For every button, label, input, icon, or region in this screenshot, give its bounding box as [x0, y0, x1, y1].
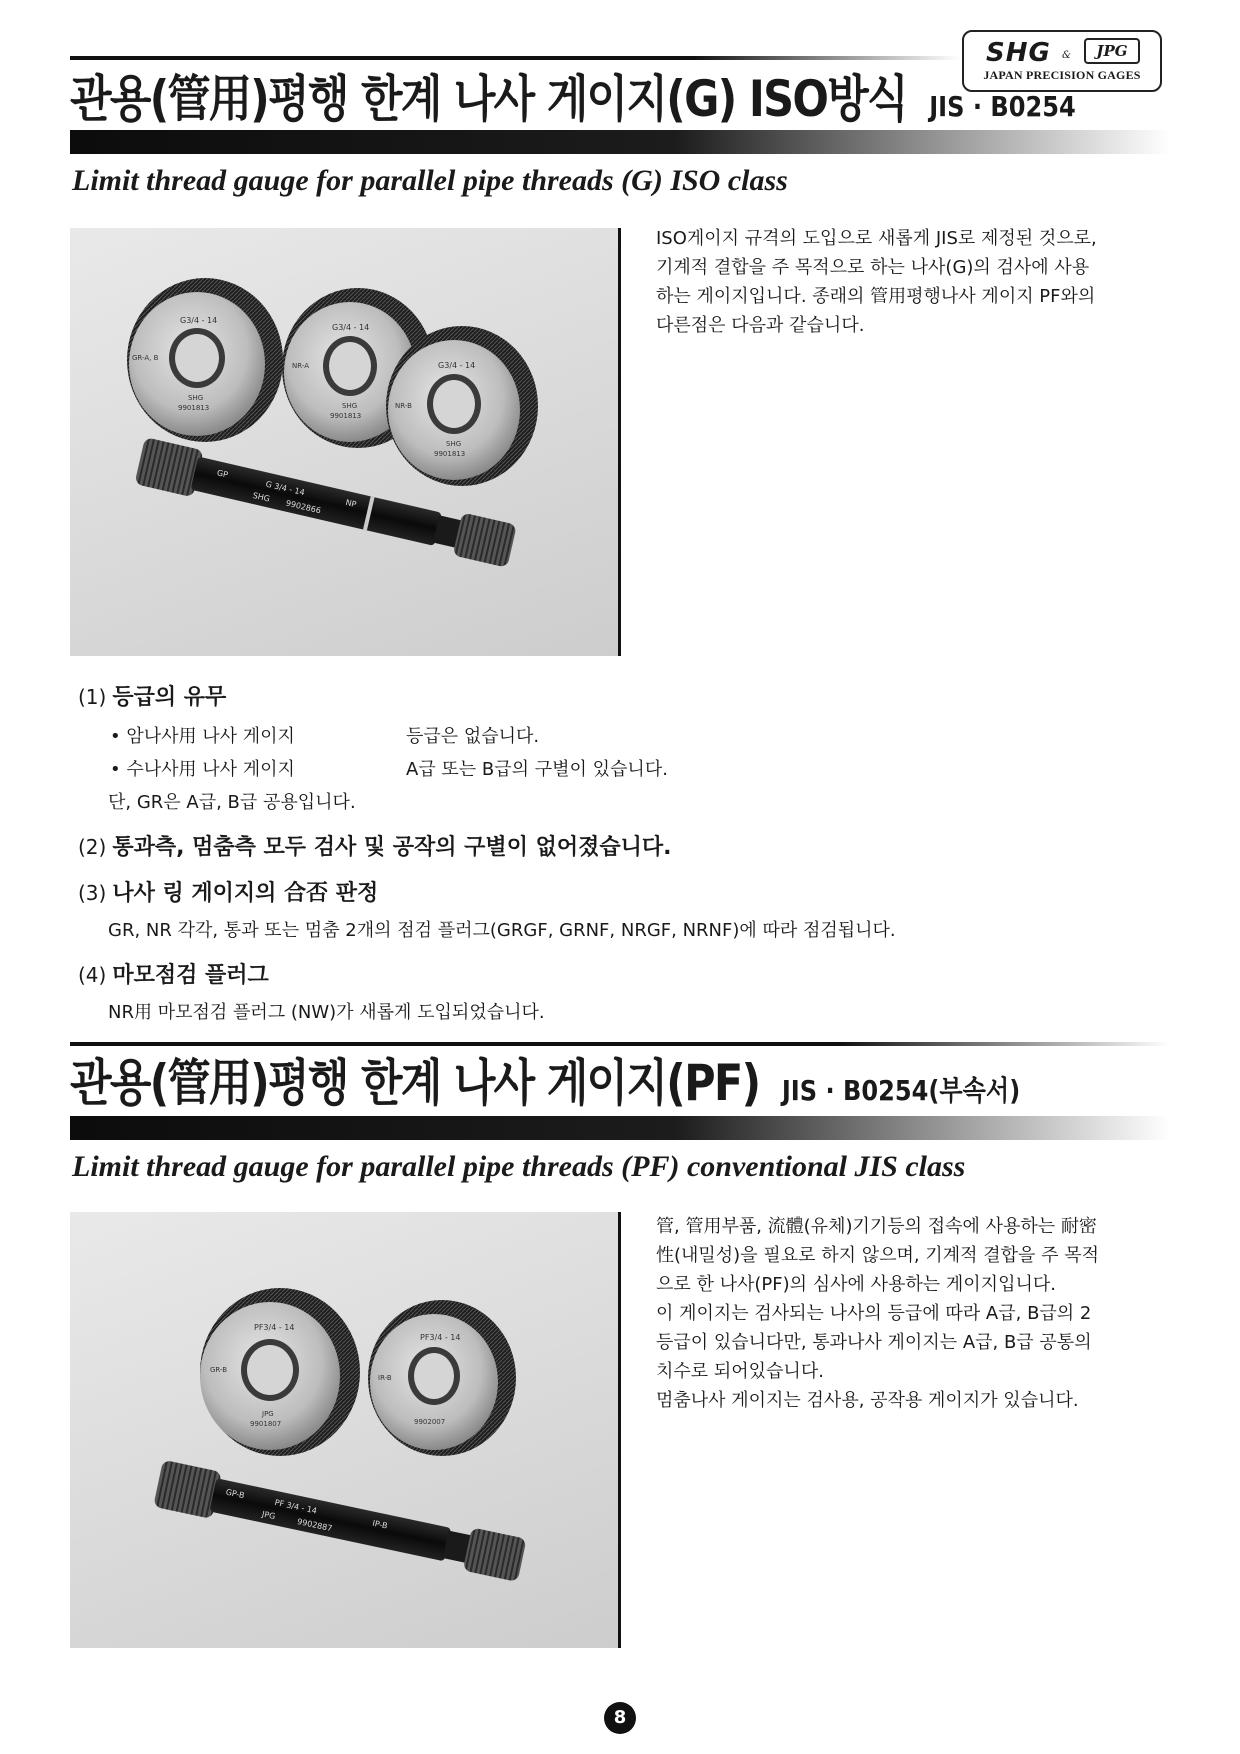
- ring2-size-label: PF3/4 - 14: [420, 1333, 461, 1342]
- section2-gauge-illustration: [70, 1212, 618, 1648]
- item4-title: 마모점검 플러그: [112, 963, 269, 988]
- item1-row1-left: • 암나사用 나사 게이지: [110, 726, 295, 747]
- item2-heading: [78, 830, 671, 861]
- ring1-mark-label: SHG: [188, 394, 204, 402]
- jpg-logo-mark: JPG: [1084, 38, 1140, 64]
- ring1-size-label: G3/4 - 14: [180, 316, 218, 325]
- section1-title-band: [70, 130, 1170, 154]
- section2-description-line: 등급이 있습니다만, 통과나사 게이지는 A급, B급 공통의: [656, 1332, 1092, 1353]
- ring3-size-label: G3/4 - 14: [438, 361, 476, 370]
- section2-title-text: 관용(管用)평행 한계 나사 게이지(PF): [70, 1054, 760, 1112]
- section2-top-rule: [70, 1042, 1170, 1046]
- section1-description-line: 기계적 결합을 주 목적으로 하는 나사(G)의 검사에 사용: [656, 257, 1090, 278]
- ring3-mark-label: SHG: [446, 440, 462, 448]
- section1-top-rule: [70, 56, 960, 60]
- ring2-serial-label: 9901813: [330, 412, 362, 420]
- section1-description: [656, 224, 1148, 340]
- plug-nogo-label: IP-B: [371, 1518, 389, 1531]
- ring1-mark-label: JPG: [262, 1410, 274, 1418]
- item3-heading: [78, 876, 378, 907]
- plug-size-label: G 3/4 - 14: [264, 479, 306, 498]
- section2-description-line: 이 게이지는 검사되는 나사의 등급에 따라 A급, B급의 2: [656, 1303, 1092, 1324]
- section1-title-text: 관용(管用)평행 한계 나사 게이지(G) ISO방식: [70, 70, 907, 128]
- ring-gauge-nr-b: [386, 326, 538, 486]
- item2-title: 통과측, 멈춤측 모두 검사 및 공작의 구별이 없어졌습니다.: [112, 835, 672, 860]
- item1-row2-left: • 수나사用 나사 게이지: [110, 759, 295, 780]
- logo-subtitle: JAPAN PRECISION GAGES: [983, 68, 1141, 82]
- section2-title-band: [70, 1116, 1170, 1140]
- ring-gauge-gr: [127, 278, 283, 442]
- section1-description-line: 다른점은 다음과 같습니다.: [656, 315, 865, 336]
- ring3-code-label: NR-B: [395, 402, 412, 410]
- section2-standard: JIS · B0254(부속서): [781, 1074, 1021, 1107]
- item1-row1-right: 등급은 없습니다.: [406, 726, 540, 747]
- section2-description-line: 멈춤나사 게이지는 검사용, 공작용 게이지가 있습니다.: [656, 1390, 1079, 1411]
- plug-mark-label: JPG: [261, 1509, 277, 1522]
- item3-number: (3): [78, 881, 107, 905]
- section1-standard: JIS · B0254: [929, 90, 1076, 123]
- plug-gauge-gp-b-ip-b: [153, 1460, 527, 1584]
- section2-description-line: 性(내밀성)을 필요로 하지 않으며, 기계적 결합을 주 목적: [656, 1245, 1099, 1266]
- page-number: 8: [604, 1702, 636, 1734]
- plug-nogo-label: NP: [344, 497, 358, 510]
- ring1-code-label: GR-B: [210, 1366, 228, 1374]
- section1-subtitle: Limit thread gauge for parallel pipe threads (G) ISO class: [72, 164, 788, 197]
- ring-gauge-ir-b: [368, 1300, 516, 1456]
- section2-description-line: 管, 管用부품, 流體(유체)기기등의 접속에 사용하는 耐密: [656, 1216, 1097, 1237]
- item3-title: 나사 링 게이지의 合否 판정: [112, 881, 379, 906]
- section2-title: [70, 1054, 1021, 1112]
- item1-title: 등급의 유무: [112, 685, 227, 710]
- plug-serial-label: 9902866: [284, 498, 322, 516]
- logo-ampersand: &: [1062, 50, 1071, 61]
- section1-product-photo: [70, 228, 621, 656]
- section1-description-line: ISO게이지 규격의 도입으로 새롭게 JIS로 제정된 것으로,: [656, 228, 1097, 249]
- ring2-serial-label: 9902007: [414, 1418, 446, 1426]
- ring1-serial-label: 9901807: [250, 1420, 282, 1428]
- brand-logo-marks: [976, 36, 1152, 66]
- ring2-mark-label: SHG: [342, 402, 358, 410]
- shg-logo-mark: SHG: [986, 38, 1051, 68]
- item3-text: GR, NR 각각, 통과 또는 멈춤 2개의 점검 플러그(GRGF, GRNF, NRGF, NRNF)에 따라 점검됩니다.: [108, 920, 896, 941]
- plug-mark-label: SHG: [251, 490, 271, 504]
- section1-description-line: 하는 게이지입니다. 종래의 管用평행나사 게이지 PF와의: [656, 286, 1096, 307]
- item1-number: (1): [78, 685, 107, 709]
- ring-gauge-gr-b: [200, 1288, 360, 1456]
- plug-go-label: GP: [216, 468, 229, 480]
- ring1-serial-label: 9901813: [178, 404, 210, 412]
- plug-serial-label: 9902887: [296, 1516, 334, 1534]
- item1-row2-right: A급 또는 B급의 구별이 있습니다.: [406, 759, 668, 780]
- item4-number: (4): [78, 963, 107, 987]
- section2-description: [656, 1212, 1148, 1415]
- item1-heading: [78, 680, 226, 711]
- ring2-code-label: NR-A: [292, 362, 309, 370]
- ring1-code-label: GR-A, B: [132, 354, 159, 362]
- section2-subtitle: Limit thread gauge for parallel pipe threads (PF) conventional JIS class: [72, 1150, 966, 1183]
- ring3-serial-label: 9901813: [434, 450, 466, 458]
- plug-size-label: PF 3/4 - 14: [273, 1497, 318, 1516]
- ring2-code-label: IR-B: [378, 1374, 392, 1382]
- ring2-size-label: G3/4 - 14: [332, 323, 370, 332]
- section2-description-line: 으로 한 나사(PF)의 심사에 사용하는 게이지입니다.: [656, 1274, 1056, 1295]
- ring1-size-label: PF3/4 - 14: [254, 1323, 295, 1332]
- item1-note: 단, GR은 A급, B급 공용입니다.: [108, 792, 356, 813]
- plug-go-label: GP-B: [224, 1487, 246, 1501]
- item4-text: NR用 마모점검 플러그 (NW)가 새롭게 도입되었습니다.: [108, 1002, 545, 1023]
- section2-product-photo: [70, 1212, 621, 1648]
- section1-gauge-illustration: [70, 228, 618, 656]
- item2-number: (2): [78, 835, 107, 859]
- section2-description-line: 치수로 되어있습니다.: [656, 1361, 824, 1382]
- item4-heading: [78, 958, 269, 989]
